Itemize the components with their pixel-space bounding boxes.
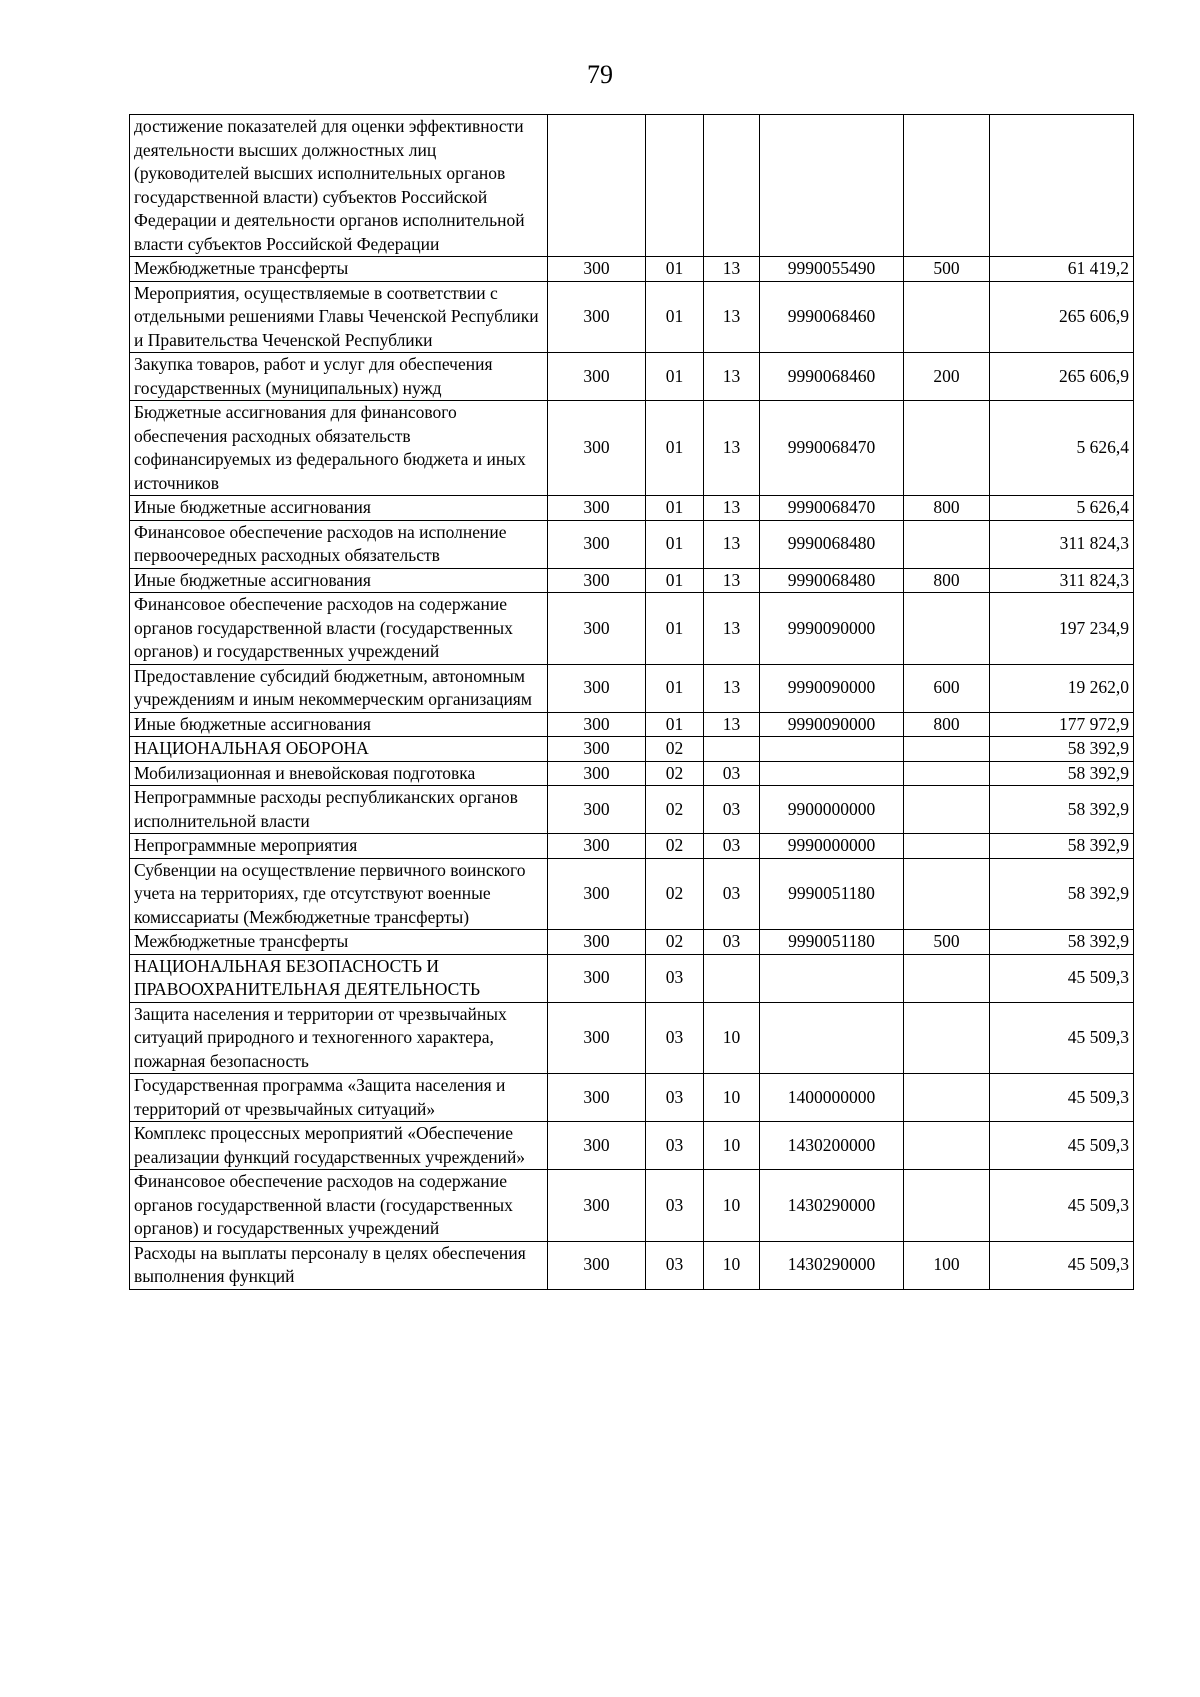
expense-type-cell: 500	[904, 930, 990, 955]
expense-type-cell: 600	[904, 664, 990, 712]
subsection-code-cell: 03	[704, 834, 760, 859]
expense-type-cell: 200	[904, 353, 990, 401]
section-code-cell: 01	[646, 712, 704, 737]
table-row	[130, 761, 1134, 786]
target-article-cell: 9990090000	[760, 712, 904, 737]
table-row	[130, 954, 1134, 1002]
row-name-cell: Комплекс процессных мероприятий «Обеспечение реализации функций государственных учреждений»	[130, 1122, 548, 1170]
row-name-cell: Предоставление субсидий бюджетным, автономным учреждениям и иным некоммерческим организациям	[130, 664, 548, 712]
section-code-cell: 01	[646, 353, 704, 401]
table-row	[130, 1074, 1134, 1122]
subsection-code-cell: 10	[704, 1074, 760, 1122]
target-article-cell: 9990068470	[760, 496, 904, 521]
target-article-cell	[760, 737, 904, 762]
ministry-code-cell: 300	[548, 257, 646, 282]
expense-type-cell: 800	[904, 568, 990, 593]
expense-type-cell	[904, 1170, 990, 1242]
amount-cell: 45 509,3	[990, 954, 1134, 1002]
amount-cell: 177 972,9	[990, 712, 1134, 737]
amount-cell: 19 262,0	[990, 664, 1134, 712]
expense-type-cell: 800	[904, 496, 990, 521]
section-code-cell: 03	[646, 1170, 704, 1242]
table-row	[130, 737, 1134, 762]
target-article-cell: 9990051180	[760, 930, 904, 955]
table-row	[130, 664, 1134, 712]
row-name-cell: Субвенции на осуществление первичного воинского учета на территориях, где отсутствуют военные комиссариаты (Межбюджетные трансферты)	[130, 858, 548, 930]
amount-cell: 45 509,3	[990, 1074, 1134, 1122]
row-name-cell: Государственная программа «Защита населения и территорий от чрезвычайных ситуаций»	[130, 1074, 548, 1122]
expense-type-cell	[904, 281, 990, 353]
row-name-cell: Финансовое обеспечение расходов на содержание органов государственной власти (государственных органов) и государственных учреждений	[130, 1170, 548, 1242]
amount-cell: 58 392,9	[990, 834, 1134, 859]
row-name-cell: Финансовое обеспечение расходов на содержание органов государственной власти (государственных органов) и государственных учреждений	[130, 593, 548, 665]
ministry-code-cell: 300	[548, 496, 646, 521]
section-code-cell: 02	[646, 834, 704, 859]
section-code-cell: 02	[646, 786, 704, 834]
subsection-code-cell: 03	[704, 858, 760, 930]
amount-cell: 197 234,9	[990, 593, 1134, 665]
subsection-code-cell	[704, 115, 760, 257]
ministry-code-cell: 300	[548, 1074, 646, 1122]
subsection-code-cell	[704, 737, 760, 762]
row-name-cell: Межбюджетные трансферты	[130, 930, 548, 955]
row-name-cell: Межбюджетные трансферты	[130, 257, 548, 282]
budget-table-body	[130, 115, 1134, 1290]
section-code-cell: 02	[646, 737, 704, 762]
ministry-code-cell: 300	[548, 1241, 646, 1289]
table-row	[130, 353, 1134, 401]
ministry-code-cell: 300	[548, 712, 646, 737]
subsection-code-cell: 03	[704, 930, 760, 955]
target-article-cell: 1400000000	[760, 1074, 904, 1122]
target-article-cell: 9990090000	[760, 593, 904, 665]
row-name-cell: Иные бюджетные ассигнования	[130, 496, 548, 521]
expense-type-cell	[904, 1122, 990, 1170]
amount-cell: 311 824,3	[990, 568, 1134, 593]
target-article-cell: 9990090000	[760, 664, 904, 712]
ministry-code-cell: 300	[548, 1002, 646, 1074]
section-code-cell: 02	[646, 761, 704, 786]
expense-type-cell	[904, 858, 990, 930]
table-row	[130, 834, 1134, 859]
target-article-cell: 9990068470	[760, 401, 904, 496]
target-article-cell: 9990068480	[760, 568, 904, 593]
row-name-cell: НАЦИОНАЛЬНАЯ ОБОРОНА	[130, 737, 548, 762]
target-article-cell: 1430290000	[760, 1170, 904, 1242]
expense-type-cell	[904, 786, 990, 834]
subsection-code-cell: 13	[704, 520, 760, 568]
row-name-cell: Мобилизационная и вневойсковая подготовка	[130, 761, 548, 786]
target-article-cell: 1430290000	[760, 1241, 904, 1289]
expense-type-cell	[904, 1074, 990, 1122]
target-article-cell	[760, 954, 904, 1002]
ministry-code-cell: 300	[548, 401, 646, 496]
section-code-cell: 01	[646, 257, 704, 282]
row-name-cell: Закупка товаров, работ и услуг для обеспечения государственных (муниципальных) нужд	[130, 353, 548, 401]
ministry-code-cell: 300	[548, 858, 646, 930]
row-name-cell: Защита населения и территории от чрезвычайных ситуаций природного и техногенного характера, пожарная безопасность	[130, 1002, 548, 1074]
section-code-cell: 03	[646, 1122, 704, 1170]
subsection-code-cell: 13	[704, 401, 760, 496]
subsection-code-cell: 13	[704, 496, 760, 521]
subsection-code-cell: 13	[704, 593, 760, 665]
expense-type-cell	[904, 737, 990, 762]
amount-cell: 45 509,3	[990, 1241, 1134, 1289]
section-code-cell: 03	[646, 1002, 704, 1074]
subsection-code-cell: 13	[704, 281, 760, 353]
target-article-cell: 9900000000	[760, 786, 904, 834]
page-number: 79	[587, 60, 613, 89]
amount-cell: 5 626,4	[990, 401, 1134, 496]
amount-cell: 58 392,9	[990, 858, 1134, 930]
ministry-code-cell: 300	[548, 761, 646, 786]
subsection-code-cell: 10	[704, 1122, 760, 1170]
ministry-code-cell: 300	[548, 593, 646, 665]
ministry-code-cell: 300	[548, 1122, 646, 1170]
amount-cell: 45 509,3	[990, 1170, 1134, 1242]
table-row	[130, 1170, 1134, 1242]
ministry-code-cell: 300	[548, 834, 646, 859]
section-code-cell: 01	[646, 496, 704, 521]
section-code-cell: 01	[646, 281, 704, 353]
amount-cell: 265 606,9	[990, 281, 1134, 353]
table-row	[130, 786, 1134, 834]
row-name-cell: Непрограммные расходы республиканских органов исполнительной власти	[130, 786, 548, 834]
target-article-cell	[760, 1002, 904, 1074]
section-code-cell: 01	[646, 593, 704, 665]
expense-type-cell: 100	[904, 1241, 990, 1289]
table-row	[130, 1002, 1134, 1074]
ministry-code-cell: 300	[548, 737, 646, 762]
target-article-cell	[760, 761, 904, 786]
ministry-code-cell: 300	[548, 954, 646, 1002]
ministry-code-cell: 300	[548, 664, 646, 712]
amount-cell	[990, 115, 1134, 257]
section-code-cell: 03	[646, 1241, 704, 1289]
table-row	[130, 257, 1134, 282]
ministry-code-cell: 300	[548, 568, 646, 593]
section-code-cell: 01	[646, 520, 704, 568]
expense-type-cell	[904, 834, 990, 859]
budget-table	[129, 114, 1134, 1290]
subsection-code-cell: 03	[704, 786, 760, 834]
expense-type-cell	[904, 954, 990, 1002]
section-code-cell	[646, 115, 704, 257]
target-article-cell: 9990068480	[760, 520, 904, 568]
amount-cell: 5 626,4	[990, 496, 1134, 521]
table-row	[130, 930, 1134, 955]
ministry-code-cell: 300	[548, 281, 646, 353]
amount-cell: 45 509,3	[990, 1122, 1134, 1170]
row-name-cell: Иные бюджетные ассигнования	[130, 568, 548, 593]
amount-cell: 58 392,9	[990, 930, 1134, 955]
table-row	[130, 401, 1134, 496]
subsection-code-cell	[704, 954, 760, 1002]
section-code-cell: 03	[646, 954, 704, 1002]
row-name-cell: достижение показателей для оценки эффективности деятельности высших должностных лиц (руководителей высших исполнительных органов государственной власти) субъектов Российской Федерации и деятельности органов исполнительной власти субъектов Российской Федерации	[130, 115, 548, 257]
expense-type-cell: 800	[904, 712, 990, 737]
target-article-cell: 9990000000	[760, 834, 904, 859]
section-code-cell: 02	[646, 930, 704, 955]
table-row	[130, 593, 1134, 665]
table-row	[130, 712, 1134, 737]
section-code-cell: 03	[646, 1074, 704, 1122]
subsection-code-cell: 13	[704, 664, 760, 712]
table-row	[130, 115, 1134, 257]
expense-type-cell: 500	[904, 257, 990, 282]
expense-type-cell	[904, 1002, 990, 1074]
expense-type-cell	[904, 115, 990, 257]
row-name-cell: Финансовое обеспечение расходов на исполнение первоочередных расходных обязательств	[130, 520, 548, 568]
table-row	[130, 568, 1134, 593]
table-row	[130, 858, 1134, 930]
ministry-code-cell: 300	[548, 930, 646, 955]
ministry-code-cell: 300	[548, 520, 646, 568]
amount-cell: 311 824,3	[990, 520, 1134, 568]
amount-cell: 61 419,2	[990, 257, 1134, 282]
ministry-code-cell: 300	[548, 353, 646, 401]
subsection-code-cell: 03	[704, 761, 760, 786]
row-name-cell: Бюджетные ассигнования для финансового обеспечения расходных обязательств софинансируемых из федерального бюджета и иных источников	[130, 401, 548, 496]
subsection-code-cell: 10	[704, 1241, 760, 1289]
amount-cell: 58 392,9	[990, 786, 1134, 834]
subsection-code-cell: 13	[704, 568, 760, 593]
row-name-cell: НАЦИОНАЛЬНАЯ БЕЗОПАСНОСТЬ И ПРАВООХРАНИТЕЛЬНАЯ ДЕЯТЕЛЬНОСТЬ	[130, 954, 548, 1002]
expense-type-cell	[904, 593, 990, 665]
target-article-cell: 9990051180	[760, 858, 904, 930]
expense-type-cell	[904, 401, 990, 496]
section-code-cell: 01	[646, 401, 704, 496]
subsection-code-cell: 13	[704, 712, 760, 737]
section-code-cell: 02	[646, 858, 704, 930]
table-row	[130, 281, 1134, 353]
subsection-code-cell: 13	[704, 353, 760, 401]
section-code-cell: 01	[646, 664, 704, 712]
amount-cell: 265 606,9	[990, 353, 1134, 401]
target-article-cell: 9990068460	[760, 281, 904, 353]
row-name-cell: Иные бюджетные ассигнования	[130, 712, 548, 737]
row-name-cell: Расходы на выплаты персоналу в целях обеспечения выполнения функций	[130, 1241, 548, 1289]
expense-type-cell	[904, 520, 990, 568]
ministry-code-cell	[548, 115, 646, 257]
target-article-cell: 9990055490	[760, 257, 904, 282]
subsection-code-cell: 13	[704, 257, 760, 282]
row-name-cell: Непрограммные мероприятия	[130, 834, 548, 859]
table-row	[130, 1122, 1134, 1170]
amount-cell: 58 392,9	[990, 737, 1134, 762]
row-name-cell: Мероприятия, осуществляемые в соответствии с отдельными решениями Главы Чеченской Республики и Правительства Чеченской Республики	[130, 281, 548, 353]
target-article-cell: 1430200000	[760, 1122, 904, 1170]
ministry-code-cell: 300	[548, 1170, 646, 1242]
subsection-code-cell: 10	[704, 1002, 760, 1074]
table-row	[130, 520, 1134, 568]
table-row	[130, 496, 1134, 521]
amount-cell: 58 392,9	[990, 761, 1134, 786]
target-article-cell	[760, 115, 904, 257]
ministry-code-cell: 300	[548, 786, 646, 834]
amount-cell: 45 509,3	[990, 1002, 1134, 1074]
expense-type-cell	[904, 761, 990, 786]
table-row	[130, 1241, 1134, 1289]
target-article-cell: 9990068460	[760, 353, 904, 401]
section-code-cell: 01	[646, 568, 704, 593]
subsection-code-cell: 10	[704, 1170, 760, 1242]
